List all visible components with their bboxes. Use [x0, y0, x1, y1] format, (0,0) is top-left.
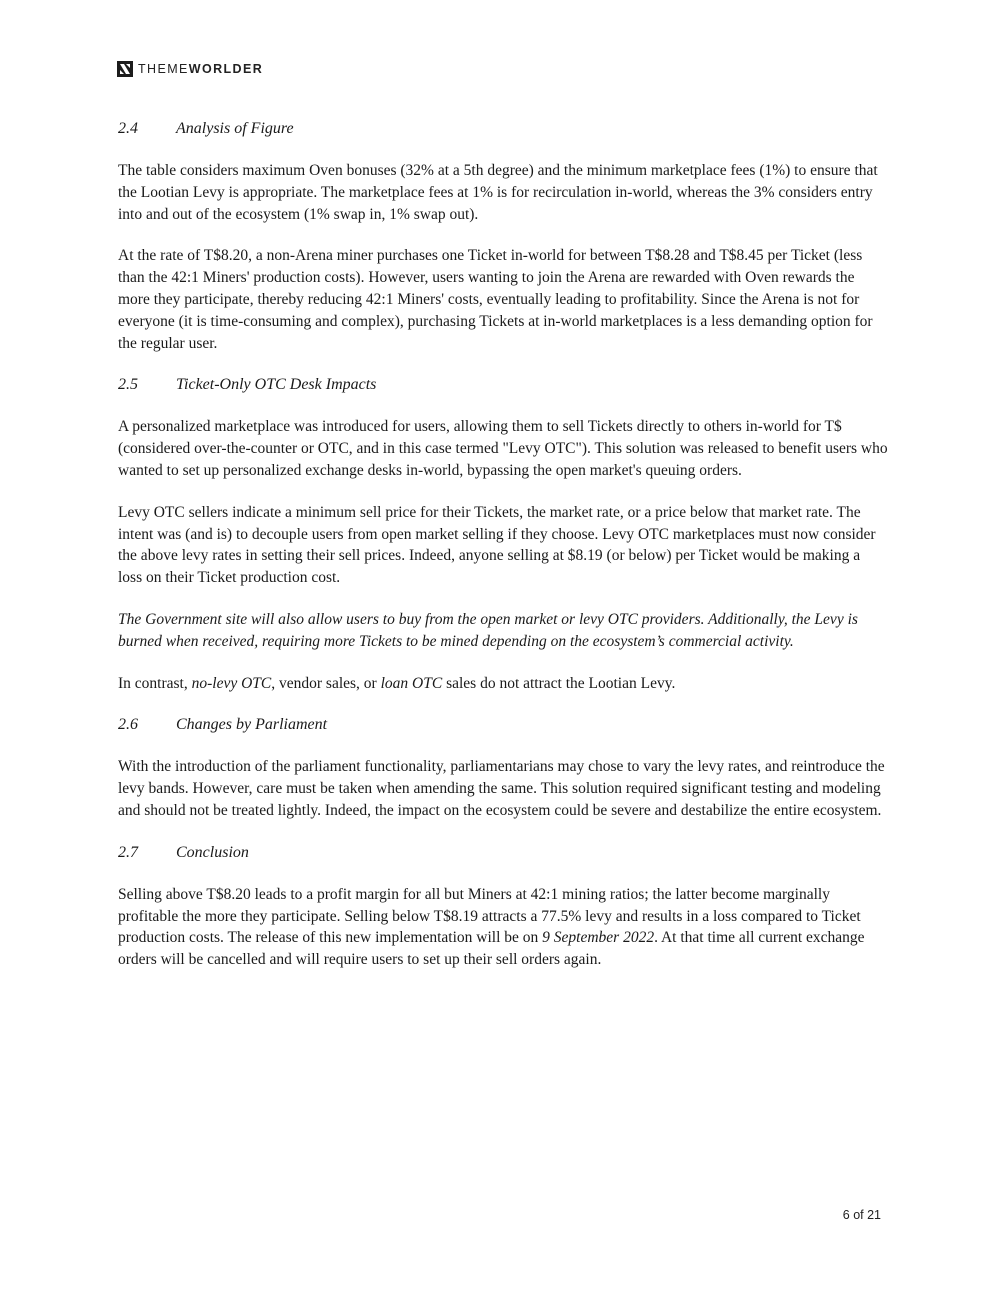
- section-number: 2.6: [118, 716, 138, 734]
- paragraph: At the rate of T$8.20, a non-Arena miner purchases one Ticket in-world for between T$8.28 and T$8.45 per Ticket (less than the 42:1 Miners' production costs). However, users wanting to join the Arena are rewarded with Oven rewards the more they participate, thereby reducing 42:1 Miners' costs, eventually leading to profitability. Since the Arena is not for everyone (it is time-consuming and complex), purchasing Tickets at in-world marketplaces is a less demanding option for the regular user.: [118, 247, 873, 352]
- paragraph: A personalized marketplace was introduced for users, allowing them to sell Tickets directly to others in-world for T$ (considered over-the-counter or OTC, and in this case termed "Levy OTC"). This solution was released to benefit users who wanted to set up personalized exchange desks in-world, bypassing the open market's queuing orders.: [118, 418, 888, 479]
- paragraph: [118, 884, 888, 971]
- section-heading-2-7: [118, 842, 888, 864]
- brand-name-light: THEME: [138, 62, 189, 76]
- section-title: Ticket-Only OTC Desk Impacts: [176, 376, 377, 394]
- section-title: Analysis of Figure: [176, 120, 294, 137]
- page-number: 6 of 21: [842, 1208, 881, 1222]
- italic-term: no-levy OTC: [191, 674, 272, 692]
- section-heading-2-4: [118, 118, 888, 140]
- section-title: Changes by Parliament: [176, 716, 328, 734]
- text-run: , vendor sales, or: [271, 674, 381, 692]
- paragraph: With the introduction of the parliament functionality, parliamentarians may chose to vary the levy rates, and reintroduce the levy bands. However, care must be taken when amending the same. This solution required significant testing and modeling and should not be treated lightly. Indeed, the impact on the ecosystem could be severe and destabilize the entire ecosystem.: [118, 758, 885, 819]
- italic-date: 9 September 2022: [542, 929, 655, 947]
- paragraph: [118, 673, 888, 695]
- section-number: 2.4: [118, 120, 138, 137]
- section-heading-2-5: [118, 374, 888, 396]
- brand-name: [138, 61, 263, 77]
- text-run: sales do not attract the Lootian Levy.: [442, 674, 676, 692]
- text-run: . At that time all current exchange orders will be cancelled and will require users to set up their sell orders again.: [118, 929, 865, 969]
- section-heading-2-6: [118, 714, 888, 736]
- paragraph: Levy OTC sellers indicate a minimum sell price for their Tickets, the market rate, or a price below that market rate. The intent was (and is) to decouple users from open market selling if they choose. Levy OTC marketplaces must now consider the above levy rates in setting their sell prices. Indeed, anyone selling at $8.19 (or below) per Ticket would be making a loss on their Ticket production cost.: [118, 503, 876, 587]
- text-run: Selling above T$8.20 leads to a profit margin for all but Miners at 42:1 mining ratios; the latter become marginally profitable the more they participate. Selling below T$8.19 attracts a 77.5% levy and results in a loss compared to Ticket production costs. The release of this new implementation will be on: [118, 885, 861, 947]
- brand-logo: [117, 60, 263, 78]
- brand-name-bold: WORLDER: [188, 62, 264, 76]
- section-title: Conclusion: [176, 843, 249, 861]
- italic-note-paragraph: The Government site will also allow users to buy from the open market or levy OTC providers. Additionally, the Levy is burned when received, requiring more Tickets to be mined depending on the ecosystem’s commercial activity.: [118, 610, 858, 650]
- section-number: 2.7: [118, 843, 138, 861]
- document-body: [118, 118, 888, 991]
- text-run: In contrast,: [118, 674, 192, 692]
- themeworlder-logo-icon: [117, 61, 133, 77]
- italic-term: loan OTC: [380, 674, 443, 692]
- section-number: 2.5: [118, 376, 138, 394]
- paragraph: The table considers maximum Oven bonuses (32% at a 5th degree) and the minimum marketplace fees (1%) to ensure that the Lootian Levy is appropriate. The marketplace fees at 1% is for recirculation in-world, whereas the 3% considers entry into and out of the ecosystem (1% swap in, 1% swap out).: [118, 162, 878, 223]
